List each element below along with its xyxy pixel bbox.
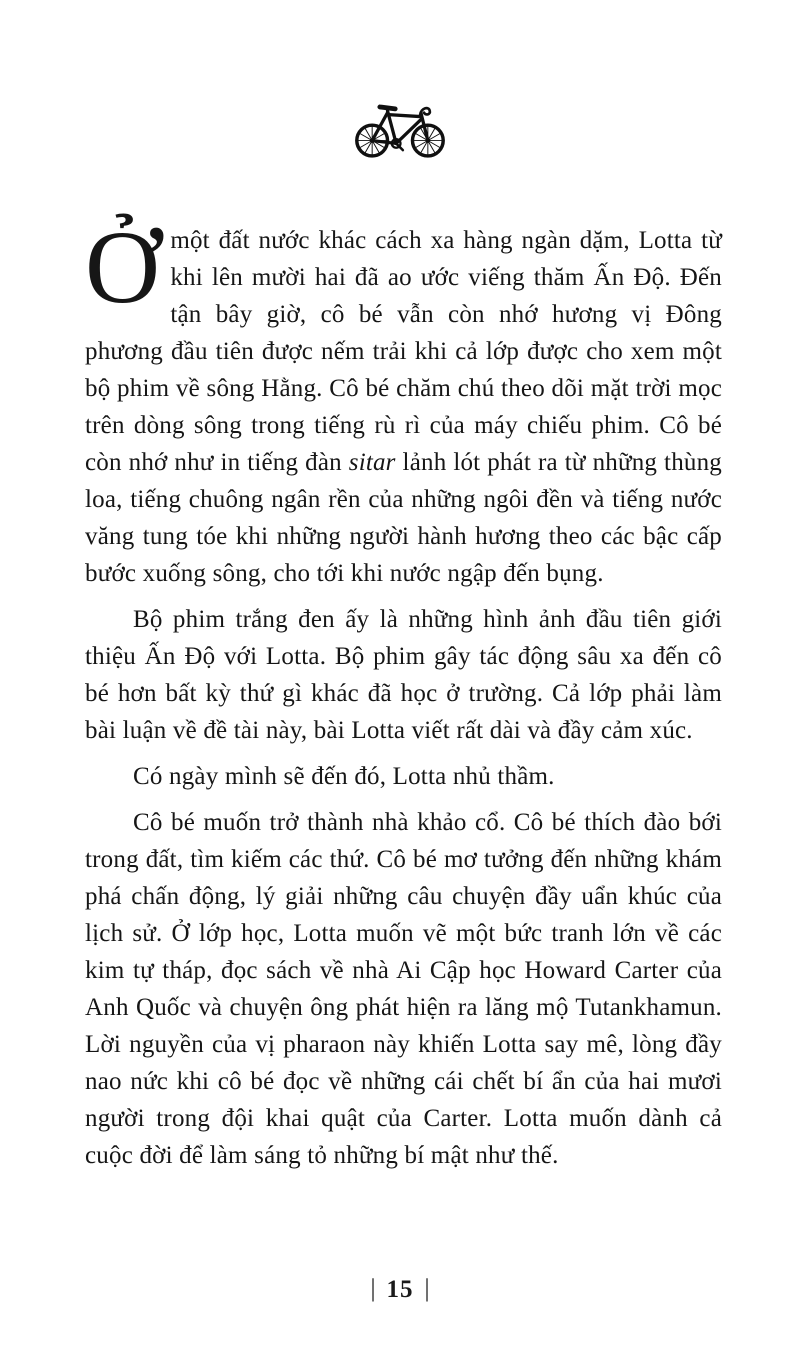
paragraph-1-text: một đất nước khác cách xa hàng ngàn dặm, Lotta từ khi lên mười hai đã ao ước viếng thăm Ấn Độ. Đến tận bây giờ, cô bé vẫn còn nhớ hương vị Đông phương đầu tiên được nếm trải khi cả lớp được cho xem một bộ phim về sông Hằng. Cô bé chăm chú theo dõi mặt trời mọc trên dòng sông trong tiếng rù rì của máy chiếu phim. Cô bé còn nhớ như in tiếng đàn xyxy=(85,227,722,476)
page-number xyxy=(0,1276,800,1304)
page-number-bar-left: | xyxy=(370,1275,376,1302)
paragraph-1 xyxy=(85,210,722,592)
bicycle-icon xyxy=(0,98,800,167)
paragraph-2: Bộ phim trắng đen ấy là những hình ảnh đầu tiên giới thiệu Ấn Độ với Lotta. Bộ phim gây tác động sâu xa đến cô bé hơn bất kỳ thứ gì khác đã học ở trường. Cả lớp phải làm bài luận về đề tài này, bài Lotta viết rất dài và đầy cảm xúc. xyxy=(85,606,722,744)
italic-term-sitar: sitar xyxy=(348,449,396,476)
paragraph-4: Cô bé muốn trở thành nhà khảo cổ. Cô bé thích đào bới trong đất, tìm kiếm các thứ. Cô bé mơ tưởng đến những khám phá chấn động, lý giải những câu chuyện đầy uẩn khúc của lịch sử. Ở lớp học, Lotta muốn vẽ một bức tranh lớn về các kim tự tháp, đọc sách về nhà Ai Cập học Howard Carter của Anh Quốc và chuyện ông phát hiện ra lăng mộ Tutankhamun. Lời nguyền của vị pharaon này khiến Lotta say mê, lòng đầy nao nức khi cô bé đọc về những cái chết bí ẩn của hai mươi người trong đội khai quật của Carter. Lotta muốn dành cả cuộc đời để làm sáng tỏ những bí mật như thế. xyxy=(85,809,722,1169)
page-number-value: 15 xyxy=(386,1276,414,1303)
page-text xyxy=(85,210,722,1183)
dropcap-letter: Ở xyxy=(85,210,161,325)
paragraph-1-text-cont: lảnh lót phát ra từ những thùng loa, tiếng chuông ngân rền của những ngôi đền và tiếng nước văng tung tóe khi những người hành hương theo các bậc cấp bước xuống sông, cho tới khi nước ngập đến bụng. xyxy=(85,449,722,587)
page-number-bar-right: | xyxy=(424,1275,430,1302)
paragraph-3: Có ngày mình sẽ đến đó, Lotta nhủ thầm. xyxy=(133,763,555,790)
